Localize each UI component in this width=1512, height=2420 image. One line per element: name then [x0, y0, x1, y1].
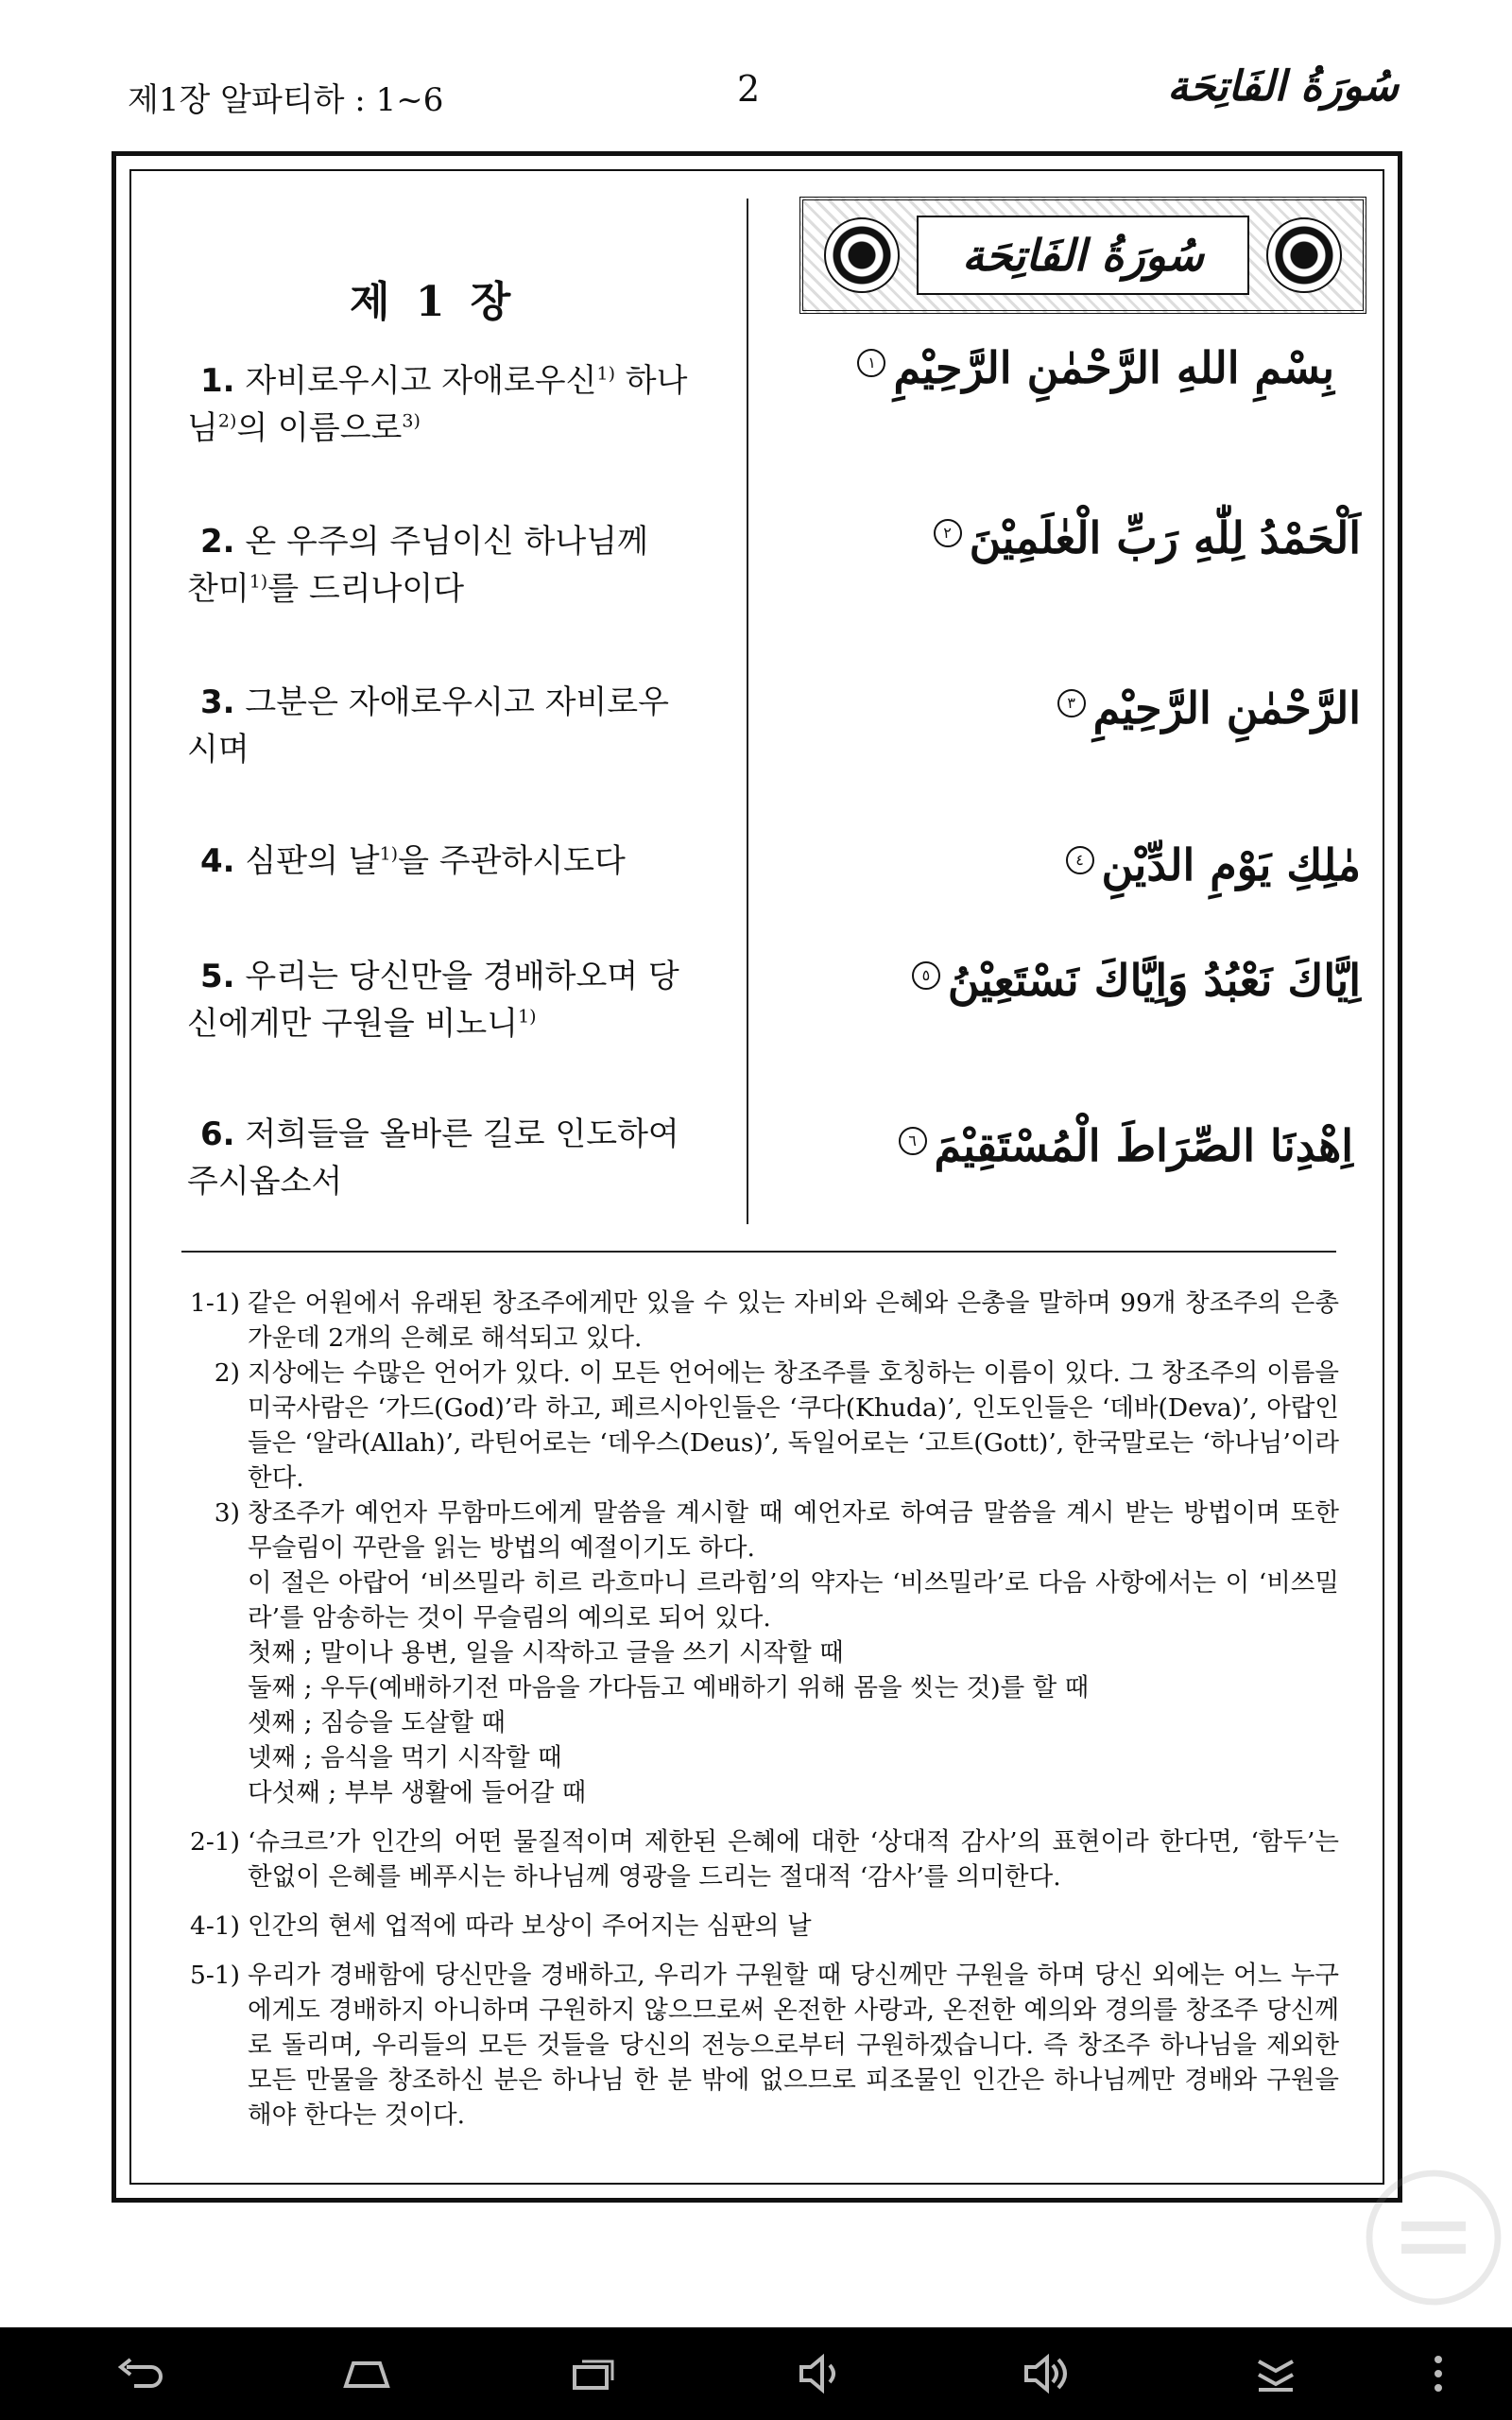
- list-item: 첫째 ; 말이나 용변, 일을 시작하고 글을 쓰기 시작할 때: [248, 1638, 844, 1668]
- ayah-1: بِسْمِ اللهِ الرَّحْمٰنِ الرَّحِيْمِ١: [857, 342, 1334, 393]
- footnote-1-3: 3) 창조주가 예언자 무함마드에게 말씀을 계시할 때 예언자로 하여금 말씀을 계시 받는 방법이며 또한 무슬림이 꾸란을 읽는 방법의 예절이기도 하다.: [214, 1498, 1339, 1563]
- ayah-number-marker: ١: [857, 349, 885, 377]
- navigation-bar: [0, 2327, 1512, 2420]
- ayah-number-marker: ٥: [912, 961, 940, 990]
- footnotes: [181, 1286, 1339, 2147]
- rosette-ornament-icon: [1266, 217, 1342, 293]
- rosette-ornament-icon: [824, 217, 900, 293]
- list-item: 셋째 ; 짐승을 도살할 때: [248, 1708, 507, 1737]
- banner-sura-name: سُورَةُ الفَاتِحَة: [917, 216, 1249, 295]
- list-item: 넷째 ; 음식을 먹기 시작할 때: [248, 1743, 562, 1772]
- recent-apps-icon[interactable]: [567, 2350, 620, 2397]
- footnote-ref: 1): [249, 571, 268, 593]
- footnote-2-1: 2-1) ‘슈크르’가 인간의 어떤 물질적이며 제한된 은혜에 대한 ‘상대적 감사’의 표현이라 한다면, ‘함두’는 한없이 은혜를 베푸시는 하나님께 영광을 드리는 절대적 ‘감사’를 의미한다.: [189, 1827, 1339, 1892]
- section-divider: [181, 1251, 1336, 1253]
- list-item: 다섯째 ; 부부 생활에 들어갈 때: [248, 1778, 587, 1807]
- verse-number: 1.: [200, 362, 235, 400]
- footnote-5-1: 5-1) 우리가 경배함에 당신만을 경배하고, 우리가 구원할 때 당신께만 구원을 하며 당신 외에는 어느 누구에게도 경배하지 아니하며 구원하지 않으므로써 온전한 사랑과, 온전한 예의와 경의를 창조주 당신께로 돌리며, 우리들의 모든 것들을 당신의 전능으로부터 구원하겠습니다. 즉 창조주 하나님을 제외한 모든 만물을 창조하신 분은 하나님 한 분 밖에 없으므로 피조물인 인간은 하나님께만 경배와 구원을 해야 한다는 것이다.: [189, 1961, 1339, 2130]
- ayah-3: الرَّحْمٰنِ الرَّحِيْمِ٣: [1057, 683, 1361, 734]
- verse-6: 6. 저희들을 올바른 길로 인도하여 주시옵소서: [187, 1115, 679, 1201]
- home-icon[interactable]: [340, 2350, 393, 2397]
- column-divider: [747, 199, 748, 1224]
- footnote-1-3-continuation: 이 절은 아랍어 ‘비쓰밀라 히르 라흐마니 르라힘’의 약자는 ‘비쓰밀라’로 다음 사항에서는 이 ‘비쓰밀라’를 암송하는 것이 무슬림의 예의로 되어 있다.: [248, 1568, 1339, 1633]
- footnote-ref: 1): [596, 363, 615, 385]
- footnote-group-4: [181, 1909, 1339, 1944]
- running-header: [0, 0, 1512, 142]
- verse-1: 1. 자비로우시고 자애로우신$^{1)}$ 하나님$^{2)}$의 이름으로$^{3)}$: [187, 362, 688, 447]
- sura-banner: [799, 197, 1366, 314]
- verse-3: 3. 그분은 자애로우시고 자비로우시며: [187, 683, 669, 769]
- ayah-number-marker: ٦: [899, 1127, 927, 1155]
- verse-2: 2. 온 우주의 주님이신 하나님께 찬미$^{1)}$를 드리나이다: [187, 523, 648, 608]
- sura-name-calligraphy: سُورَةُ الفَاتِحَة: [1167, 62, 1399, 111]
- footnote-group-2: [181, 1824, 1339, 1894]
- volume-up-icon[interactable]: [1021, 2350, 1074, 2397]
- footnote-ref: 1): [379, 843, 399, 865]
- footnote-ref: 3): [402, 410, 421, 432]
- ayah-6: اِهْدِنَا الصِّرَاطَ الْمُسْتَقِيْمَ٦: [899, 1120, 1354, 1171]
- watermark-icon: [1353, 2157, 1512, 2318]
- ayah-2: اَلْحَمْدُ لِلّٰهِ رَبِّ الْعٰلَمِيْنَ٢: [934, 512, 1361, 563]
- verse-number: 5.: [200, 958, 235, 995]
- verse-5: 5. 우리는 당신만을 경배하오며 당신에게만 구원을 비노니$^{1)}$: [187, 958, 679, 1043]
- menu-icon[interactable]: [1412, 2350, 1465, 2397]
- footnote-4-1: 4-1) 인간의 현세 업적에 따라 보상이 주어지는 심판의 날: [189, 1911, 812, 1941]
- ayah-4: مٰلِكِ يَوْمِ الدِّيْنِ٤: [1066, 839, 1361, 890]
- ayah-number-marker: ٣: [1057, 689, 1086, 717]
- page-number: 2: [737, 68, 761, 110]
- ayah-5: اِيَّاكَ نَعْبُدُ وَاِيَّاكَ نَسْتَعِيْنُ٥: [912, 955, 1361, 1006]
- ayah-number-marker: ٤: [1066, 846, 1094, 874]
- hide-bar-icon[interactable]: [1249, 2350, 1302, 2397]
- footnote-ref: 2): [217, 410, 237, 432]
- verse-number: 3.: [200, 683, 235, 721]
- footnote-group-5: [181, 1958, 1339, 2133]
- footnote-1-1: 1-1) 같은 어원에서 유래된 창조주에게만 있을 수 있는 자비와 은혜와 은총을 말하며 99개 창조주의 은총 가운데 2개의 은혜로 해석되고 있다.: [189, 1288, 1339, 1353]
- back-icon[interactable]: [113, 2350, 166, 2397]
- list-item: 둘째 ; 우두(예배하기전 마음을 가다듬고 예배하기 위해 몸을 씻는 것)를 할 때: [248, 1673, 1090, 1703]
- ayah-number-marker: ٢: [934, 519, 962, 547]
- verse-4: 4. 심판의 날$^{1)}$을 주관하시도다: [200, 842, 626, 880]
- verse-number: 2.: [200, 523, 235, 561]
- chapter-reference: 제1장 알파티하 : 1~6: [128, 81, 444, 119]
- footnote-1-2: 2) 지상에는 수많은 언어가 있다. 이 모든 언어에는 창조주를 호칭하는 이름이 있다. 그 창조주의 이름을 미국사람은 ‘가드(God)’라 하고, 페르시아인들은 ‘쿠다(Khuda)’, 인도인들은 ‘데바(Deva)’, 아랍인들은 ‘알라(Allah)’, 라틴어로는 ‘데우스(Deus)’, 독일어로는 ‘고트(Gott)’, 한국말로는 ‘하나님’이라 한다.: [214, 1358, 1339, 1493]
- verse-number: 4.: [200, 842, 235, 880]
- footnote-group-1: [181, 1286, 1339, 1810]
- verse-number: 6.: [200, 1115, 235, 1153]
- footnote-ref: 1): [518, 1006, 537, 1028]
- volume-down-icon[interactable]: [794, 2350, 847, 2397]
- chapter-title: 제 1 장: [350, 278, 517, 326]
